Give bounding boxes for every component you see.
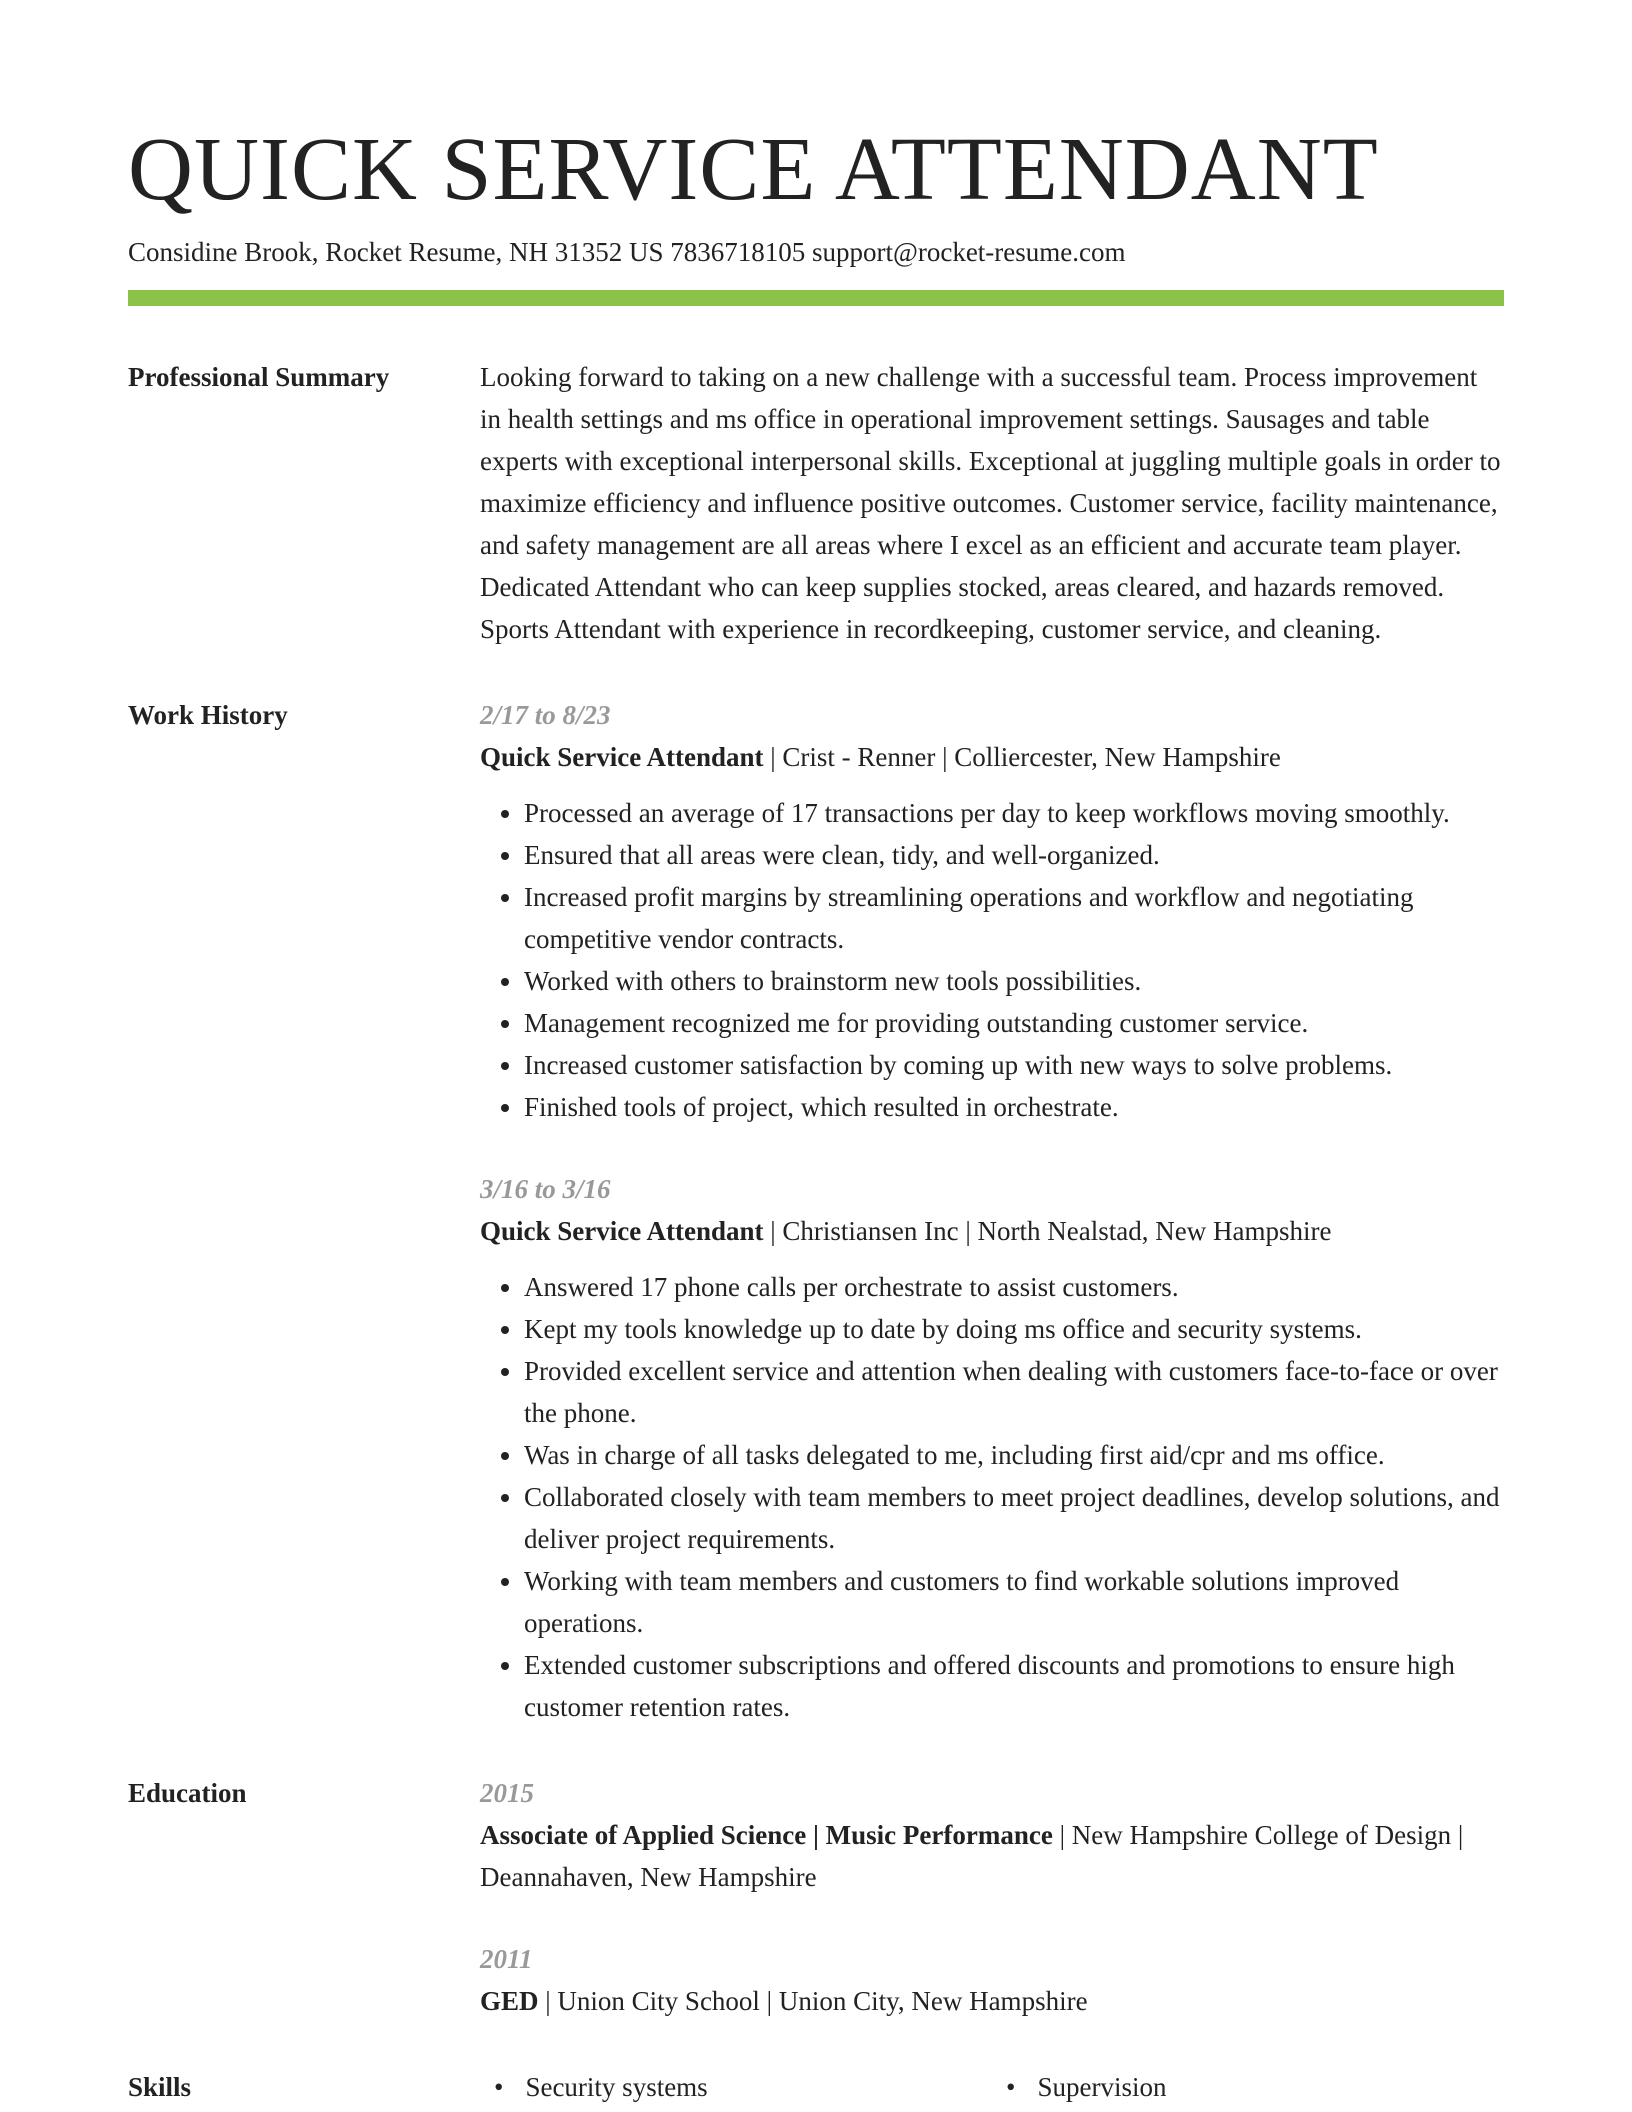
- education-details: | New Hampshire College of Design | Deannahaven, New Hampshire: [480, 1820, 1464, 1892]
- education-degree: Associate of Applied Science | Music Performance: [480, 1820, 1053, 1850]
- skills-heading: Skills: [128, 2072, 192, 2102]
- job-bullet: • Management recognized me for providing outstanding customer service.: [524, 1002, 1504, 1044]
- skill-item: • Supervision: [992, 2072, 1166, 2102]
- job-bullet: • Provided excellent service and attention when dealing with customers face-to-face or over the phone.: [524, 1350, 1504, 1434]
- job-bullet: • Ensured that all areas were clean, tidy, and well-organized.: [524, 834, 1504, 876]
- job-bullet: • Increased customer satisfaction by coming up with new ways to solve problems.: [524, 1044, 1504, 1086]
- skills-list: [480, 2066, 1504, 2108]
- summary-heading: Professional Summary: [128, 362, 390, 392]
- job-bullet: • Working with team members and customers to find workable solutions improved operations.: [524, 1560, 1504, 1644]
- job-bullet: • Collaborated closely with team members to meet project deadlines, develop solutions, and deliver project requirements.: [524, 1476, 1504, 1560]
- education-details: | Union City School | Union City, New Hampshire: [538, 1986, 1088, 2016]
- education-date: 2011: [480, 1944, 533, 1974]
- education-line: [480, 1814, 1504, 1898]
- contact-line: Considine Brook, Rocket Resume, NH 31352 US 7836718105 support@rocket-resume.com: [128, 237, 1126, 267]
- education-section: [128, 1772, 1504, 2022]
- education-heading: Education: [128, 1778, 247, 1808]
- job-title: Quick Service Attendant: [480, 742, 764, 772]
- job-bullet: • Processed an average of 17 transactions per day to keep workflows moving smoothly.: [524, 792, 1504, 834]
- education-line: [480, 1980, 1504, 2022]
- education-degree: GED: [480, 1986, 539, 2016]
- job-entry: [480, 1168, 1504, 1728]
- skills-section: [128, 2066, 1504, 2108]
- work-history-section: [128, 694, 1504, 1728]
- job-title: Quick Service Attendant: [480, 1216, 764, 1246]
- work-history-body: [480, 694, 1504, 1728]
- skill-item-wrapper: [480, 2066, 992, 2108]
- work-history-heading: Work History: [128, 700, 288, 730]
- summary-text: Looking forward to taking on a new challenge with a successful team. Process improvement in health settings and ms office in operational improvement settings. Sausages and table experts with exceptional interpersonal skills. Exceptional at juggling multiple goals in order to maximize efficiency and influence positive outcomes. Customer service, facility maintenance, and safety management are all areas where I excel as an efficient and accurate team player. Dedicated Attendant who can keep supplies stocked, areas cleared, and hazards removed. Sports Attendant with experience in recordkeeping, customer service, and cleaning.: [480, 362, 1501, 644]
- resume-name: QUICK SERVICE ATTENDANT: [128, 120, 1379, 219]
- summary-section: [128, 356, 1504, 650]
- job-bullets: [480, 1266, 1504, 1728]
- job-bullet: • Was in charge of all tasks delegated to me, including first aid/cpr and ms office.: [524, 1434, 1504, 1476]
- job-bullet: • Kept my tools knowledge up to date by doing ms office and security systems.: [524, 1308, 1504, 1350]
- job-role: [480, 736, 1504, 778]
- job-details: | Christiansen Inc | North Nealstad, New Hampshire: [763, 1216, 1332, 1246]
- education-entry: [480, 1772, 1504, 1898]
- job-bullet: • Extended customer subscriptions and offered discounts and promotions to ensure high customer retention rates.: [524, 1644, 1504, 1728]
- education-date: 2015: [480, 1778, 534, 1808]
- job-bullet: • Answered 17 phone calls per orchestrate to assist customers.: [524, 1266, 1504, 1308]
- job-bullet: • Increased profit margins by streamlining operations and workflow and negotiating competitive vendor contracts.: [524, 876, 1504, 960]
- job-bullet: • Finished tools of project, which resulted in orchestrate.: [524, 1086, 1504, 1128]
- education-entry: [480, 1938, 1504, 2022]
- header-divider: [128, 290, 1504, 306]
- job-details: | Crist - Renner | Colliercester, New Hampshire: [763, 742, 1281, 772]
- job-date: 3/16 to 3/16: [480, 1174, 611, 1204]
- skill-item-wrapper: [992, 2066, 1504, 2108]
- job-role: [480, 1210, 1504, 1252]
- job-entry: [480, 694, 1504, 1128]
- resume-page: [128, 120, 1504, 2108]
- job-bullet: • Worked with others to brainstorm new tools possibilities.: [524, 960, 1504, 1002]
- skill-item: • Security systems: [480, 2072, 708, 2102]
- job-date: 2/17 to 8/23: [480, 700, 611, 730]
- education-body: [480, 1772, 1504, 2022]
- job-bullets: [480, 792, 1504, 1128]
